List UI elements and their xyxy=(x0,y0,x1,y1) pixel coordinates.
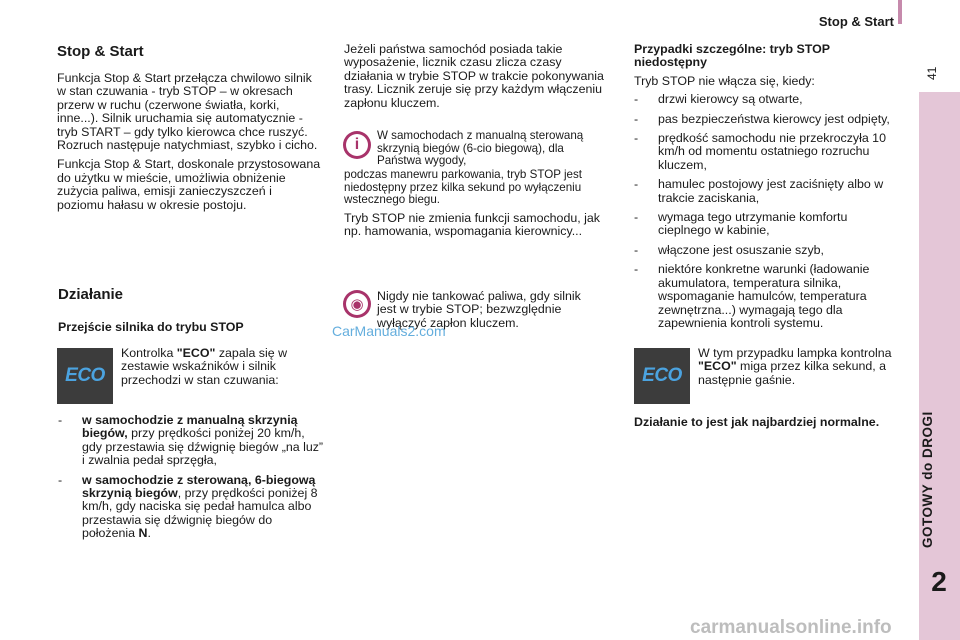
info-icon: i xyxy=(343,131,371,159)
eco-lamp-text: Kontrolka "ECO" zapala się w zestawie wskaźników i silnik przechodzi w stan czuwania: xyxy=(121,346,288,387)
operation-heading: Działanie xyxy=(58,286,124,303)
stop-mode-functions-paragraph: Tryb STOP nie zmienia funkcji samochodu, jak np. hamowania, wspomagania kierownicy... xyxy=(344,211,600,239)
list-item: - w samochodzie z sterowaną, 6-biegową skrzynią biegów, przy prędkości poniżej 8 km/h, gdy naciska się pedał hamulca albo przestawia się dźwignię biegów do położenia N. xyxy=(58,472,318,541)
normal-operation-note: Działanie to jest jak najbardziej normalne. xyxy=(634,415,880,429)
eco-warning-lamp-icon: ECO xyxy=(57,348,113,404)
list-item: - wymaga tego utrzymanie komfortu cieplnego w kabinie, xyxy=(634,210,848,238)
section-title: Stop & Start xyxy=(57,43,144,60)
chapter-label xyxy=(920,508,960,548)
warning-eye-icon: ◉ xyxy=(343,290,371,318)
page-header-title: Stop & Start xyxy=(818,14,894,29)
list-item: - hamulec postojowy jest zaciśnięty albo w trakcie zaciskania, xyxy=(634,177,884,205)
special-cases-intro: Tryb STOP nie włącza się, kiedy: xyxy=(634,73,815,88)
info-note-rest: podczas manewru parkowania, tryb STOP jest niedostępny przez kilka sekund po wyłączeniu wstecznego biegu. xyxy=(344,168,582,207)
list-item: - drzwi kierowcy są otwarte, xyxy=(634,92,803,107)
special-cases-heading: Przypadki szczególne: tryb STOP niedostępny xyxy=(634,42,830,70)
refuel-warning: Nigdy nie tankować paliwa, gdy silnik jest w trybie STOP; bezwzględnie wyłączyć zapłon kluczem. xyxy=(377,289,581,330)
special-cases-list xyxy=(634,93,899,330)
benefits-paragraph: Funkcja Stop & Start, doskonale przystosowana do użytku w mieście, umożliwia obniżenie zużycia paliwa, emisji zanieczyszczeń i poziomu hałasu w okresie postoju. xyxy=(57,157,321,212)
column-1 xyxy=(57,43,322,212)
watermark-carmanuals: CarManuals2.com xyxy=(332,323,446,339)
stop-conditions-list xyxy=(58,414,324,541)
watermark-carmanualsonline: carmanualsonline.info xyxy=(690,617,892,638)
stop-mode-subheading: Przejście silnika do trybu STOP xyxy=(58,320,244,334)
list-item: - włączone jest osuszanie szyb, xyxy=(634,242,824,257)
intro-paragraph: Funkcja Stop & Start przełącza chwilowo silnik w stan czuwania - tryb STOP – w okresach przerw w ruchu (czerwone światła, korki, inne...). Silnik uruchamia się automatycznie - tryb START – gdy tylko kierowca chce ruszyć. Rozruch następuje natychmiast, szybko i cicho. xyxy=(57,71,318,153)
list-item: - w samochodzie z manualną skrzynią biegów, przy prędkości poniżej 20 km/h, gdy przestawia się dźwignię biegów „na luz” i zwalnia pedał sprzęgła, xyxy=(58,413,324,468)
chapter-number: 2 xyxy=(931,566,947,597)
header-accent-bar xyxy=(898,0,902,24)
eco-blinking-text: W tym przypadku lampka kontrolna "ECO" miga przez kilka sekund, a następnie gaśnie. xyxy=(698,346,892,387)
column-3 xyxy=(634,43,899,330)
chapter-side-tab xyxy=(919,92,960,640)
list-item: - pas bezpieczeństwa kierowcy jest odpięty, xyxy=(634,111,890,126)
list-item: - prędkość samochodu nie przekroczyła 10 km/h od momentu ostatniego rozruchu kluczem, xyxy=(634,131,886,172)
timer-paragraph: Jeżeli państwa samochód posiada takie wyposażenie, licznik czasu zlicza czasy działania w trybie STOP w trakcie pokonywania trasy. Licznik zeruje się przy każdym włączeniu zapłonu kluczem. xyxy=(344,42,604,110)
info-note-first: W samochodach z manualną sterowaną skrzynią biegów (6-cio biegową), dla Państwa wygody, xyxy=(377,129,584,168)
eco-warning-lamp-icon: ECO xyxy=(634,348,690,404)
page-number: 41 xyxy=(925,66,939,80)
list-item: - niektóre konkretne warunki (ładowanie akumulatora, temperatura silnika, wspomaganie hamulców, temperatura zewnętrzna...) wymagają tego dla zapewnienia kontroli systemu. xyxy=(634,262,870,330)
